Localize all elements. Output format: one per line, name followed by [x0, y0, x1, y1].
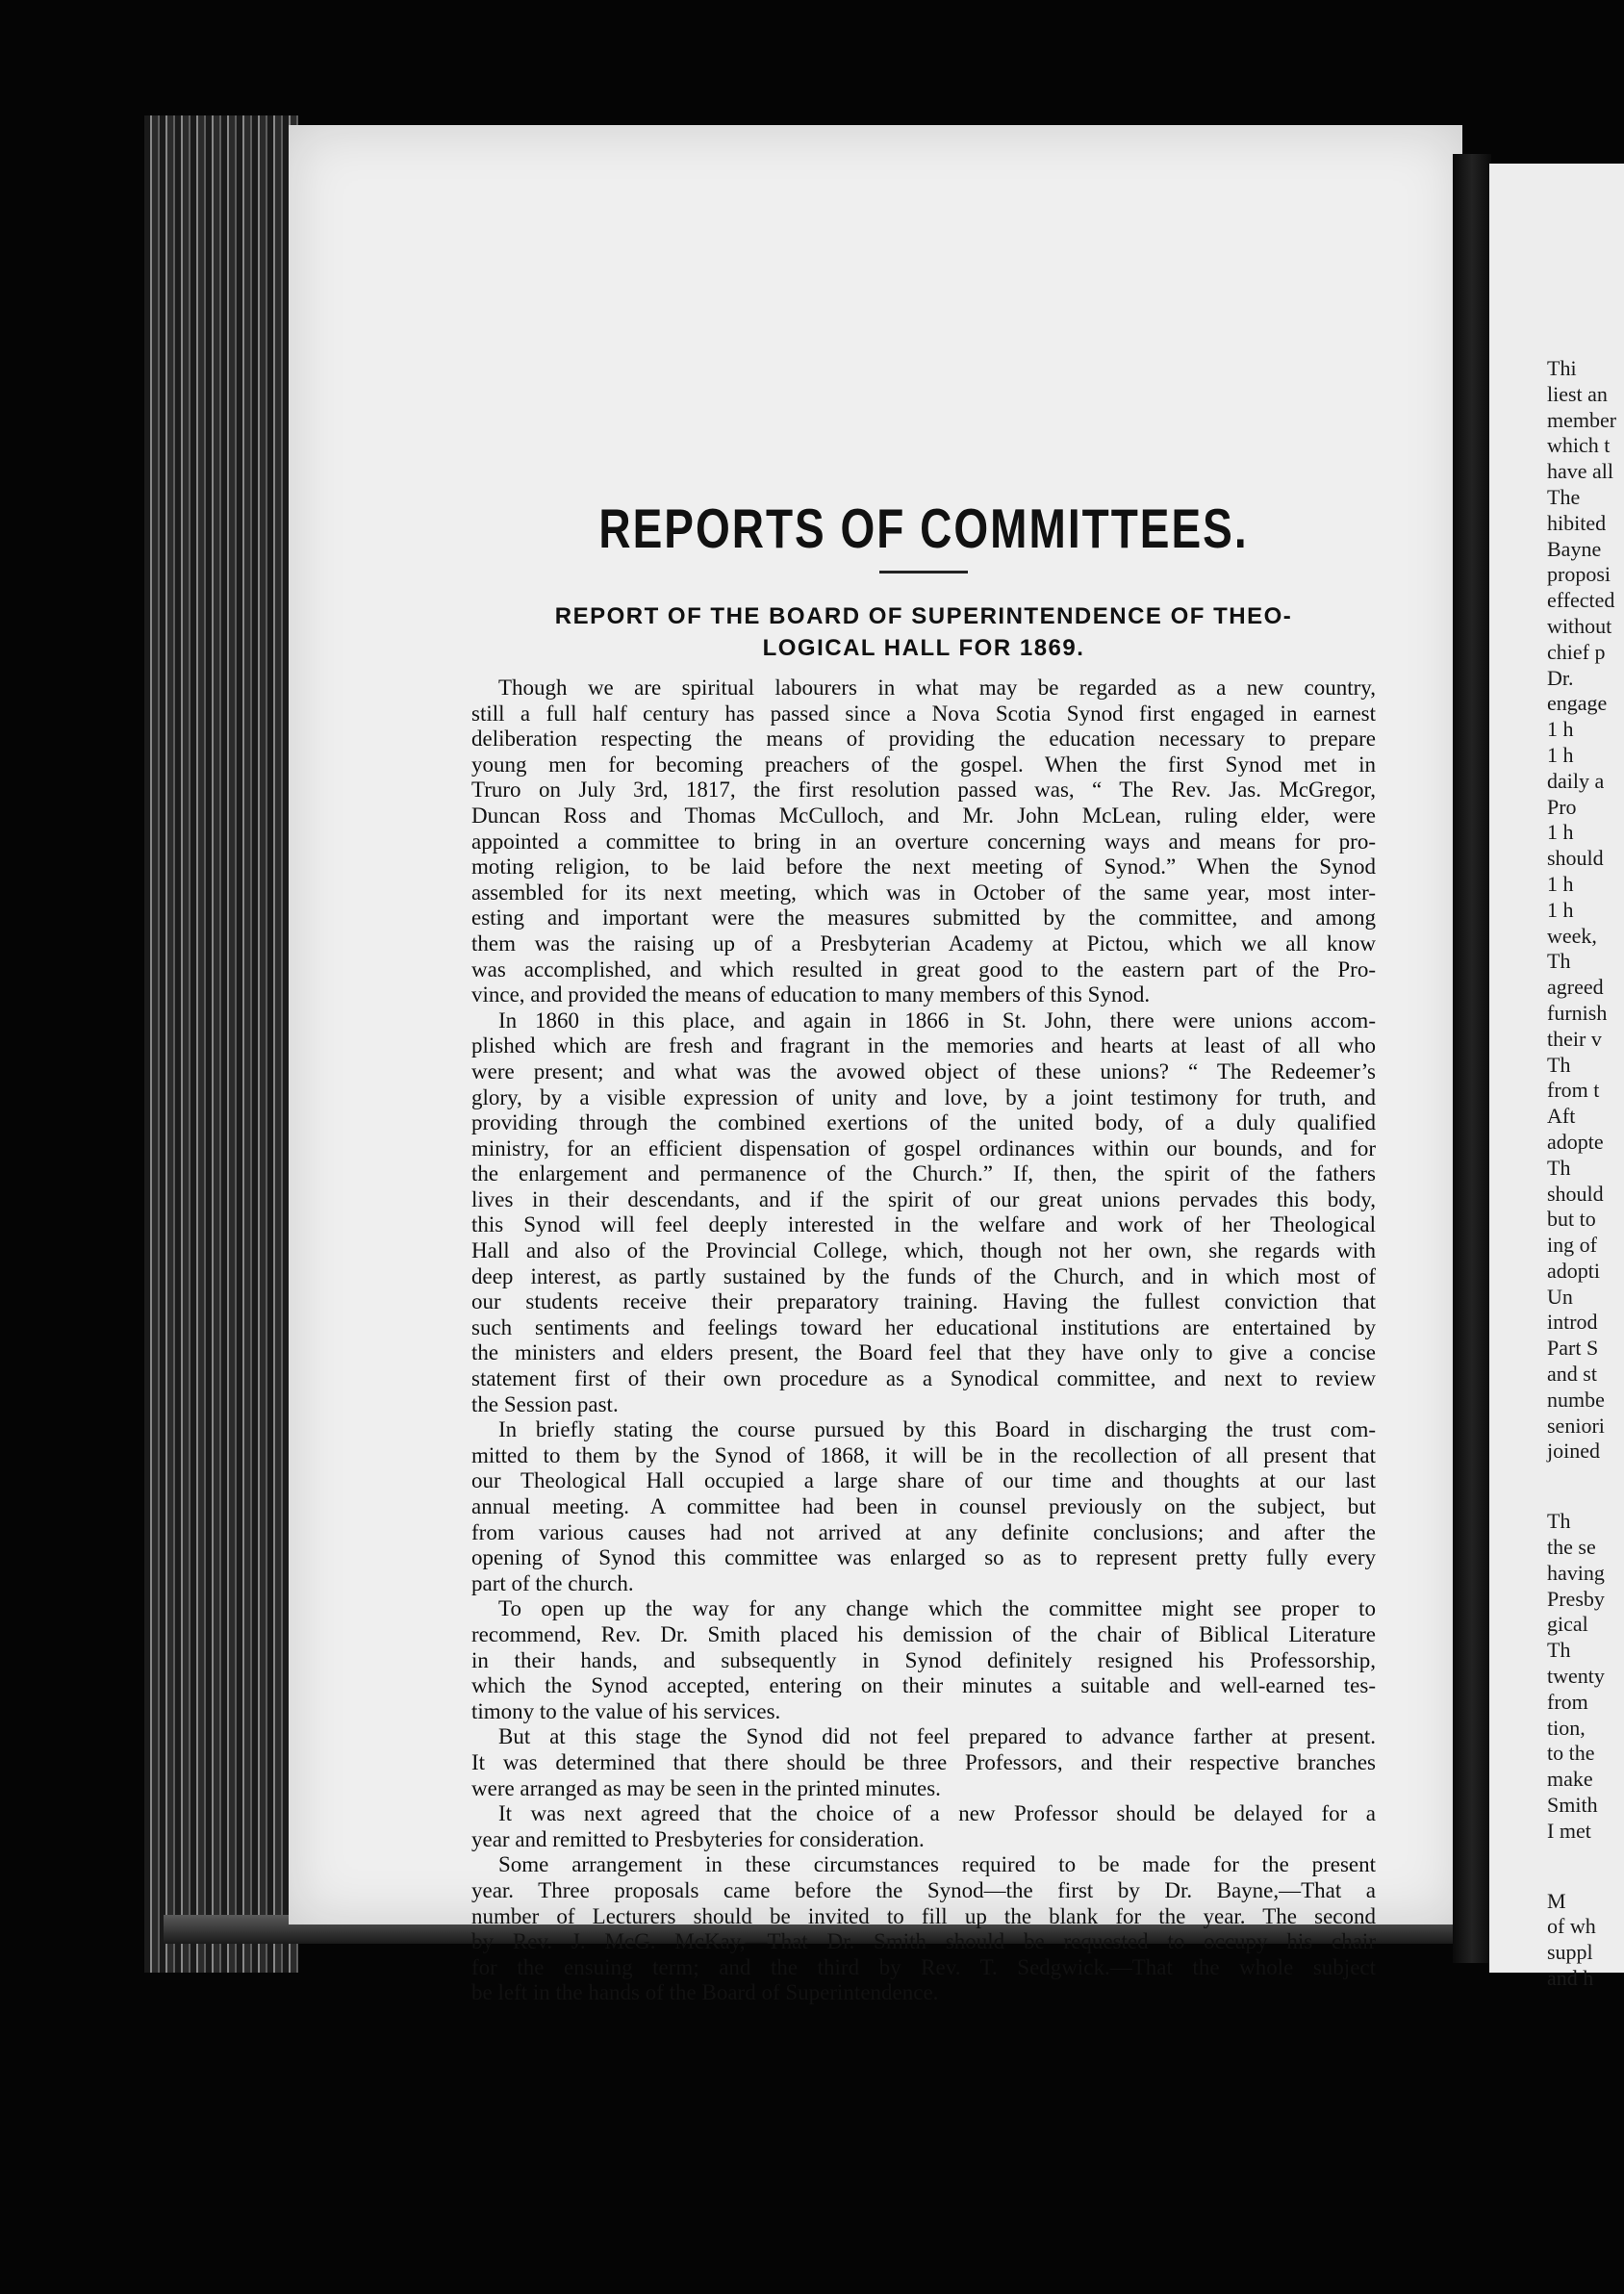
paragraph: [471, 1008, 1376, 1418]
text-line: still a full half century has passed since a Nova Scotia Synod first engaged in earnest: [471, 701, 1376, 726]
facing-page-line: having: [1547, 1560, 1605, 1585]
text-line: our students receive their preparatory training. Having the fullest conviction that: [471, 1289, 1376, 1314]
facing-page-line: have all: [1547, 459, 1614, 484]
text-line: which the Synod accepted, entering on their minutes a suitable and well-earned tes-: [471, 1673, 1376, 1698]
facing-page-line: The: [1547, 484, 1581, 509]
text-line: by Rev. J. McG. McKay,—That Dr. Smith should be requested to occupy his chair: [471, 1929, 1376, 1954]
facing-page-line: numbe: [1547, 1387, 1605, 1412]
text-line: In 1860 in this place, and again in 1866 in St. John, there were unions accom-: [498, 1007, 1376, 1032]
facing-page-line: twenty: [1547, 1664, 1605, 1689]
facing-page-line: 1 h: [1547, 871, 1574, 896]
facing-page-line: joined: [1547, 1439, 1600, 1464]
text-line: were present; and what was the avowed object of these unions? “ The Redeemer’s: [471, 1058, 1376, 1083]
facing-page-line: make: [1547, 1767, 1593, 1792]
facing-page-line: daily a: [1547, 768, 1605, 793]
facing-page-line: which t: [1547, 433, 1611, 458]
text-line: plished which are fresh and fragrant in the memories and hearts at least of all who: [471, 1033, 1376, 1058]
facing-page-line: 1 h: [1547, 742, 1574, 767]
text-line: part of the church.: [471, 1570, 634, 1595]
paragraph: [471, 1417, 1376, 1596]
facing-page-line: Dr.: [1547, 665, 1574, 690]
text-line: statement first of their own procedure as a Synodical committee, and next to review: [471, 1366, 1376, 1391]
facing-page-line: adopti: [1547, 1258, 1600, 1283]
facing-page-line: Presby: [1547, 1586, 1605, 1611]
text-line: Truro on July 3rd, 1817, the first resolution passed was, “ The Rev. Jas. McGregor,: [471, 777, 1376, 803]
facing-page-line: from: [1547, 1689, 1588, 1714]
facing-page-line: furnish: [1547, 1000, 1608, 1025]
facing-page-line: ing of: [1547, 1233, 1597, 1258]
report-title-line: LOGICAL HALL FOR 1869.: [762, 635, 1085, 661]
facing-page-line: Th: [1547, 1509, 1571, 1534]
text-line: Some arrangement in these circumstances required to be made for the present: [498, 1852, 1376, 1877]
facing-page-line: liest an: [1547, 381, 1608, 406]
text-line: deep interest, as partly sustained by the funds of the Church, and in which most of: [471, 1263, 1376, 1288]
text-line: mitted to them by the Synod of 1868, it will be in the recollection of all present that: [471, 1442, 1376, 1467]
facing-page-line: should: [1547, 846, 1604, 871]
text-line: appointed a committee to bring in an overture concerning ways and means for pro-: [471, 828, 1376, 854]
text-line: be left in the hands of the Board of Superintendence.: [471, 1980, 939, 2005]
text-line: year and remitted to Presbyteries for consideration.: [471, 1826, 925, 1851]
facing-page-line: Smith: [1547, 1793, 1598, 1818]
text-line: But at this stage the Synod did not feel prepared to advance farther at present.: [498, 1724, 1376, 1749]
facing-page-line: Un: [1547, 1284, 1573, 1309]
facing-page-line: adopte: [1547, 1129, 1604, 1154]
text-line: assembled for its next meeting, which was in October of the same year, most inter-: [471, 879, 1376, 905]
text-line: number of Lecturers should be invited to fill up the blank for the year. The second: [471, 1903, 1376, 1928]
facing-page-line: proposi: [1547, 562, 1611, 587]
text-line: in their hands, and subsequently in Synod definitely resigned his Professorship,: [471, 1647, 1376, 1672]
text-line: To open up the way for any change which the committee might see proper to: [498, 1596, 1376, 1621]
facing-page-line: their v: [1547, 1026, 1602, 1051]
facing-page-line: week,: [1547, 923, 1597, 948]
text-line: was accomplished, and which resulted in great good to the eastern part of the Pro-: [471, 956, 1376, 981]
facing-page-line: Part S: [1547, 1336, 1599, 1361]
facing-page-line: to the: [1547, 1741, 1595, 1766]
text-line: vince, and provided the means of education to many members of this Synod.: [471, 982, 1151, 1007]
facing-page-line: should: [1547, 1181, 1604, 1206]
text-line: opening of Synod this committee was enlarged so as to represent pretty fully every: [471, 1545, 1376, 1570]
text-line: the enlargement and permanence of the Church.” If, then, the spirit of the fathers: [471, 1161, 1376, 1186]
facing-page-line: effected: [1547, 588, 1615, 613]
text-line: deliberation respecting the means of providing the education necessary to prepare: [471, 726, 1376, 752]
facing-page-fragment: [1489, 164, 1624, 1991]
facing-page-line: Th: [1547, 949, 1571, 974]
paragraph: [471, 1852, 1376, 2006]
text-line: In briefly stating the course pursued by this Board in discharging the trust com-: [498, 1417, 1376, 1442]
facing-page-line: Thi: [1547, 356, 1577, 380]
text-line: timony to the value of his services.: [471, 1698, 781, 1723]
facing-page-line: M: [1547, 1888, 1566, 1913]
text-line: were arranged as may be seen in the printed minutes.: [471, 1775, 941, 1800]
paragraph: [471, 1596, 1376, 1724]
text-line: ministry, for an efficient dispensation of gospel ordinances within our bounds, and for: [471, 1135, 1376, 1160]
report-title-line: REPORT OF THE BOARD OF SUPERINTENDENCE OF THEO-: [554, 603, 1293, 629]
text-line: annual meeting. A committee had been in counsel previously on the subject, but: [471, 1494, 1376, 1518]
text-line: our Theological Hall occupied a large share of our time and thoughts at our last: [471, 1468, 1376, 1493]
facing-page-line: of wh: [1547, 1914, 1596, 1939]
facing-page-line: agreed: [1547, 975, 1604, 1000]
text-line: providing through the combined exertions of the united body, of a duly qualified: [471, 1110, 1376, 1135]
text-line: Duncan Ross and Thomas McCulloch, and Mr. John McLean, ruling elder, were: [471, 803, 1376, 828]
report-title: [471, 600, 1376, 664]
paragraph: [471, 1724, 1376, 1801]
text-line: It was determined that there should be three Professors, and their respective branches: [471, 1749, 1376, 1774]
text-line: glory, by a visible expression of unity and love, by a joint testimony for truth, and: [471, 1084, 1376, 1109]
report-body: [471, 675, 1376, 2006]
text-line: them was the raising up of a Presbyterian Academy at Pictou, which we all know: [471, 930, 1376, 956]
text-line: young men for becoming preachers of the gospel. When the first Synod met in: [471, 752, 1376, 777]
facing-page-line: suppl: [1547, 1940, 1593, 1965]
facing-page-line: gical: [1547, 1612, 1588, 1637]
paragraph: [471, 675, 1376, 1008]
facing-page-line: hibited: [1547, 510, 1607, 535]
text-line: year. Three proposals came before the Synod—the first by Dr. Bayne,—That a: [471, 1877, 1376, 1902]
facing-page-line: 1 h: [1547, 820, 1574, 845]
section-heading: REPORTS OF COMMITTEES.: [598, 497, 1249, 560]
text-line: from various causes had not arrived at any definite conclusions; and after the: [471, 1519, 1376, 1544]
facing-page-line: I met: [1547, 1818, 1591, 1843]
text-line: Hall and also of the Provincial College, which, though not her own, she regards with: [471, 1238, 1376, 1263]
facing-page-line: without: [1547, 613, 1612, 638]
facing-page-line: 1 h: [1547, 717, 1574, 742]
facing-page-line: tion,: [1547, 1715, 1586, 1740]
facing-page-line: Aft: [1547, 1104, 1576, 1129]
text-line: such sentiments and feelings toward her educational institutions are entertained by: [471, 1314, 1376, 1339]
heading-rule: [879, 571, 968, 574]
facing-page-line: Th: [1547, 1155, 1571, 1180]
facing-page-line: introd: [1547, 1310, 1598, 1335]
facing-page-line: but to: [1547, 1207, 1596, 1232]
text-line: esting and important were the measures submitted by the committee, and among: [471, 905, 1376, 930]
book-gutter: [1453, 154, 1491, 1963]
facing-page-line: member: [1547, 407, 1617, 432]
facing-page-line: engage: [1547, 691, 1608, 716]
text-line: the ministers and elders present, the Board feel that they have only to give a concise: [471, 1340, 1376, 1365]
text-line: for the ensuing term; and the third by Rev. T. Sedgwick.—That the whole subject: [471, 1954, 1376, 1979]
facing-page-line: and st: [1547, 1362, 1597, 1387]
text-line: moting religion, to be laid before the next meeting of Synod.” When the Synod: [471, 854, 1376, 879]
facing-page-line: the se: [1547, 1535, 1596, 1560]
text-line: It was next agreed that the choice of a new Professor should be delayed for a: [498, 1801, 1376, 1826]
facing-page-line: from t: [1547, 1078, 1600, 1103]
facing-page-line: Th: [1547, 1638, 1571, 1663]
text-line: lives in their descendants, and if the spirit of our great unions pervades this body,: [471, 1186, 1376, 1211]
page-content: [471, 135, 1376, 2006]
paragraph: [471, 1801, 1376, 1852]
facing-page-line: and h: [1547, 1966, 1594, 1991]
facing-page-line: Bayne: [1547, 536, 1602, 561]
facing-page-line: seniori: [1547, 1413, 1605, 1438]
facing-page-line: Pro: [1547, 794, 1577, 819]
text-line: recommend, Rev. Dr. Smith placed his demission of the chair of Biblical Literature: [471, 1621, 1376, 1646]
text-line: the Session past.: [471, 1391, 619, 1416]
text-line: Though we are spiritual labourers in what may be regarded as a new country,: [498, 675, 1376, 700]
facing-page-line: chief p: [1547, 639, 1606, 664]
book-page-edges: [144, 115, 298, 1973]
facing-page-line: 1 h: [1547, 897, 1574, 922]
facing-page-line: Th: [1547, 1052, 1571, 1077]
text-line: this Synod will feel deeply interested in the welfare and work of her Theological: [471, 1212, 1376, 1237]
